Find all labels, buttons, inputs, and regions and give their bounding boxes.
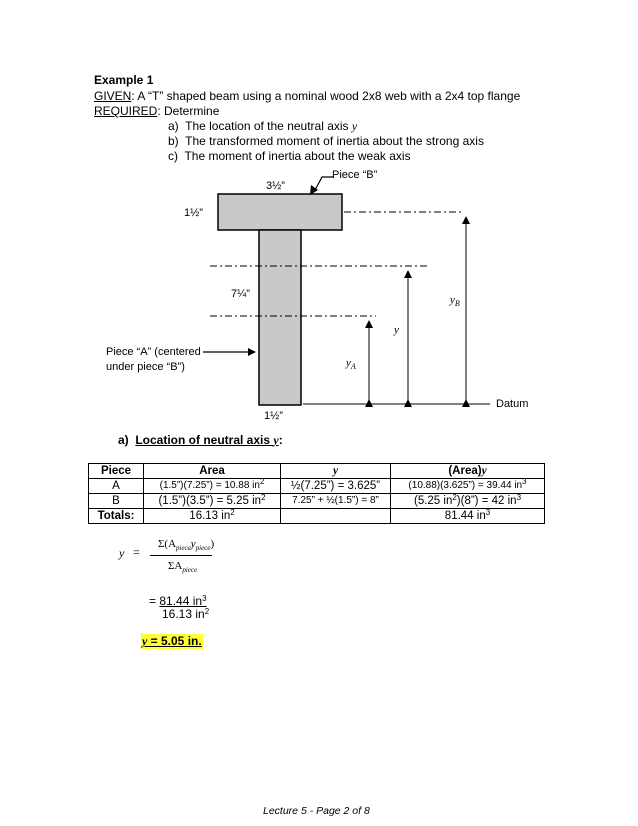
header-area-y: (Area)y <box>391 464 545 479</box>
datum-label: Datum <box>496 398 529 410</box>
totals-y <box>281 509 391 524</box>
given-text: : A “T” shaped beam using a nominal wood 2x8 web with a 2x4 top flange <box>131 89 521 103</box>
flange-piece-b <box>218 194 342 230</box>
cell-area-y: (10.88)(3.625”) = 39.44 $in^3$ <box>391 479 545 494</box>
result-numerator: = 81.44 $in^3$ <box>149 594 207 608</box>
item-text: The location of the neutral axis <box>185 119 349 133</box>
table-totals-row <box>89 509 545 524</box>
cell-area-y: (5.25 $in^2)(8”) = 42$ $in^3$ <box>391 494 545 509</box>
ya-label: $y_A$ <box>346 357 356 371</box>
page-footer: Lecture 5 - Page 2 of 8 <box>263 805 370 817</box>
web-height-label: 7¼” <box>231 288 250 300</box>
result-answer: y = 5.05 in. <box>142 634 202 648</box>
cell-y: ½(7.25”) = 3.625” <box>281 479 391 494</box>
web-piece-a <box>259 230 301 405</box>
formula-eq: = <box>133 545 140 559</box>
section-prefix: a) <box>118 433 129 447</box>
piece-a-label-1: Piece “A” (centered <box>106 346 201 358</box>
item-letter: b) <box>168 134 179 148</box>
header-y: y <box>281 464 391 479</box>
flange-height-label: 1½” <box>184 207 203 219</box>
y-label: y <box>394 324 399 336</box>
yb-label: $y_B$ <box>450 294 460 308</box>
required-label: REQUIRED <box>94 104 158 118</box>
flange-width-label: 3½” <box>266 180 285 192</box>
result-denominator: 16.13 $in^2$ <box>162 607 210 621</box>
formula-denominator: $\Sigma A_{piece}$ <box>168 560 198 575</box>
table-row <box>89 479 545 494</box>
table-header-row <box>89 464 545 479</box>
totals-label: Totals: <box>89 509 144 524</box>
item-text: The moment of inertia about the weak axis <box>184 149 411 163</box>
section-colon: : <box>278 433 283 447</box>
totals-area: 16.13 $in^2$ <box>144 509 281 524</box>
piece-b-label: Piece “B” <box>332 169 378 181</box>
section-a-heading <box>118 433 283 448</box>
formula-numerator: $\Sigma(A_{piece}y_{piece})$ <box>158 538 215 553</box>
item-letter: c) <box>168 149 178 163</box>
example-title: Example 1 <box>94 73 154 87</box>
web-width-label: 1½” <box>264 410 283 422</box>
piece-a-label-2: under piece “B”) <box>106 361 185 373</box>
area-table <box>88 463 545 524</box>
cell-area: (1.5”)(3.5”) = 5.25 $in^2$ <box>144 494 281 509</box>
table-row <box>89 494 545 509</box>
cell-y: 7.25” + ½(1.5”) = 8” <box>281 494 391 509</box>
formula-lhs: y <box>119 546 125 560</box>
header-piece: Piece <box>89 464 144 479</box>
item-text: The transformed moment of inertia about the strong axis <box>185 134 484 148</box>
given-label: GIVEN <box>94 89 132 103</box>
section-title: Location of neutral axis y <box>135 433 279 447</box>
totals-area-y: 81.44 $in^3$ <box>391 509 545 524</box>
cell-piece: A <box>89 479 144 494</box>
cell-piece: B <box>89 494 144 509</box>
formula-fraction-bar <box>150 555 212 556</box>
required-text: : Determine <box>157 104 220 118</box>
header-area: Area <box>144 464 281 479</box>
item-var: y <box>351 119 358 133</box>
item-letter: a) <box>168 119 179 133</box>
cell-area: (1.5”)(7.25”) = 10.88 $in^2$ <box>144 479 281 494</box>
